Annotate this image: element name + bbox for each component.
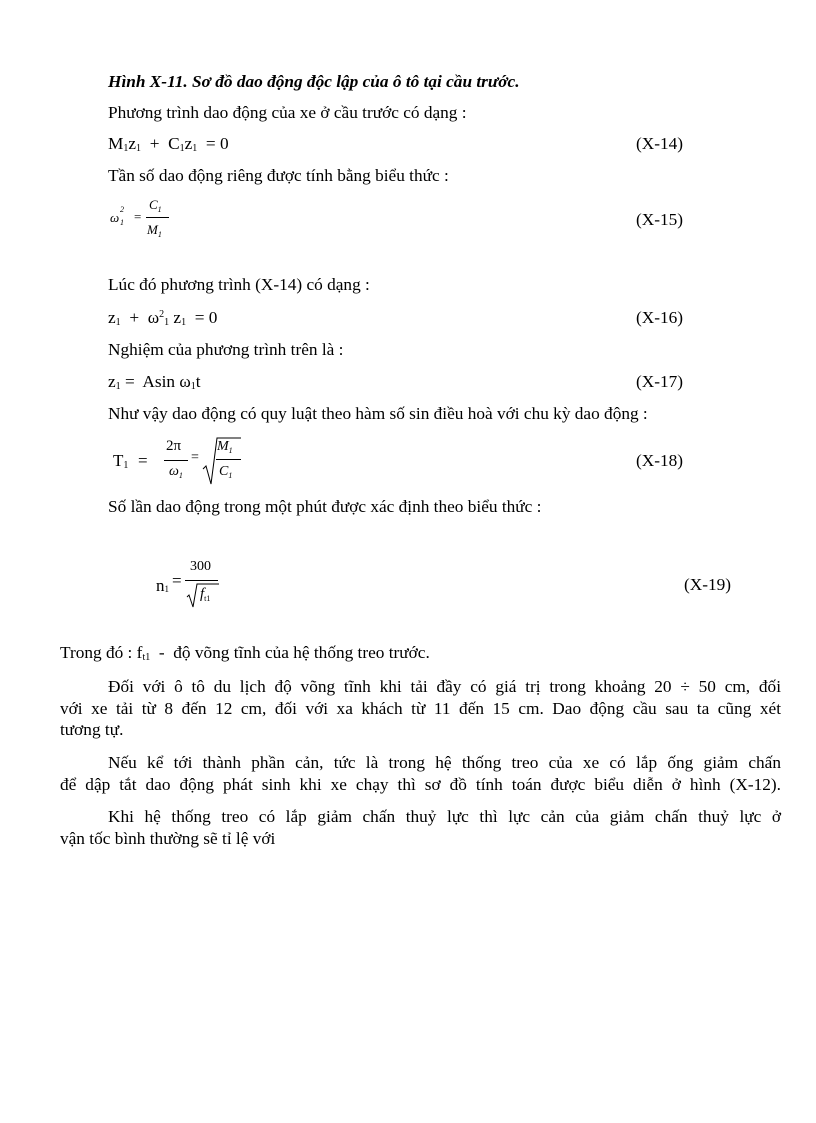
equation-number-x16: (X-16) <box>636 308 684 327</box>
paragraph-hydraulic-damper: Khi hệ thống treo có lắp giảm chấn thuỷ lực thì lực cản của giảm chấn thuỷ lực ở vận tốc bình thường sẽ tỉ lệ với <box>60 807 781 848</box>
intro-eq18: Như vậy dao động có quy luật theo hàm số sin điều hoà với chu kỳ dao động : <box>108 404 648 423</box>
paragraph-damping: Nếu kể tới thành phần cản, tức là trong hệ thống treo của xe có lắp ống giảm chấn để dập tắt dao động phát sinh khi xe chạy thì sơ đồ tính toán được biểu diễn ở hình (X-12). <box>60 753 781 794</box>
intro-eq16: Lúc đó phương trình (X-14) có dạng : <box>108 275 370 294</box>
equation-number-x15: (X-15) <box>636 210 684 229</box>
intro-eq14: Phương trình dao động của xe ở cầu trước có dạng : <box>108 103 467 122</box>
figure-caption: Hình X-11. Sơ đồ dao động độc lập của ô tô tại cầu trước. <box>108 72 520 91</box>
equation-x19: n1 = 300 $f_{t1}$ <box>155 556 235 612</box>
equation-number-x17: (X-17) <box>636 372 684 391</box>
paragraph-static-deflection: Đối với ô tô du lịch độ võng tĩnh khi tải đầy có giá trị trong khoảng 20 ÷ 50 cm, đối với xe tải từ 8 đến 12 cm, đối với xa khách từ 11 đến 15 cm. Dao động cầu sau ta cũng xét tương tự. <box>60 677 781 739</box>
equation-number-x14: (X-14) <box>636 134 684 153</box>
equation-number-x19: (X-19) <box>684 575 732 594</box>
equation-x16: $z_1 + \omega^2_1$ $z_1 = 0$ <box>108 308 218 328</box>
equation-x18: $T_1$ = 2π $\omega_1$ = $M_1$ $C_1$ <box>108 434 258 488</box>
intro-eq15: Tần số dao động riêng được tính bằng biểu thức : <box>108 166 449 185</box>
intro-eq17: Nghiệm của phương trình trên là : <box>108 340 344 359</box>
equation-x17: $z_1 = Asin$ $\omega_1t$ <box>108 372 201 392</box>
definition-line: Trong đó : $f_{t1}$ - độ võng tĩnh của hệ thống treo trước. <box>60 643 430 663</box>
equation-x15: ω 2 1 = $C_1$ $M_1$ <box>108 196 188 242</box>
equation-number-x18: (X-18) <box>636 451 684 470</box>
equation-x14: $M_1z_1 + C_1z_1 = 0$ <box>108 134 229 154</box>
intro-eq19: Số lần dao động trong một phút được xác định theo biểu thức : <box>108 497 542 516</box>
